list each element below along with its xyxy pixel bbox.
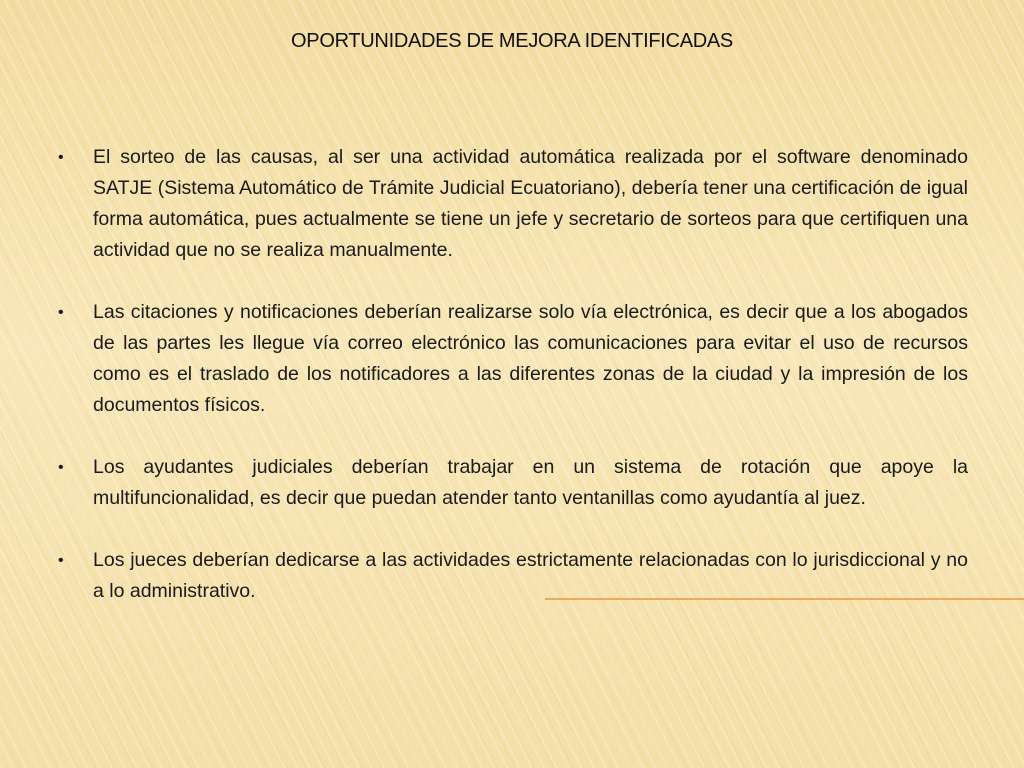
bullet-item: [56, 452, 968, 514]
bullet-item: [56, 297, 968, 421]
bullet-dot-icon: •: [58, 552, 64, 569]
bullet-text: Los ayudantes judiciales deberían trabajar en un sistema de rotación que apoye la multifuncionalidad, es decir que puedan atender tanto ventanillas como ayudantía al juez.: [93, 456, 968, 509]
bullet-dot-icon: •: [58, 149, 64, 166]
bullet-item: [56, 545, 968, 607]
bullet-dot-icon: •: [58, 459, 64, 476]
bullet-text: Los jueces deberían dedicarse a las actividades estrictamente relacionadas con lo jurisdiccional y no a lo administrativo.: [93, 549, 968, 602]
bullet-item: [56, 142, 968, 266]
bullet-text: Las citaciones y notificaciones deberían realizarse solo vía electrónica, es decir que a los abogados de las partes les llegue vía correo electrónico las comunicaciones para evitar el uso de recursos como es el traslado de los notificadores a las diferentes zonas de la ciudad y la impresión de los documentos físicos.: [93, 301, 968, 416]
slide-title: OPORTUNIDADES DE MEJORA IDENTIFICADAS: [291, 30, 733, 52]
bullet-text: El sorteo de las causas, al ser una actividad automática realizada por el software denominado SATJE (Sistema Automático de Trámite Judicial Ecuatoriano), debería tener una certificación de igual forma automática, pues actualmente se tiene un jefe y secretario de sorteos para que certifiquen una actividad que no se realiza manualmente.: [93, 146, 968, 261]
bullet-list: [56, 142, 968, 607]
bullet-dot-icon: •: [58, 304, 64, 321]
